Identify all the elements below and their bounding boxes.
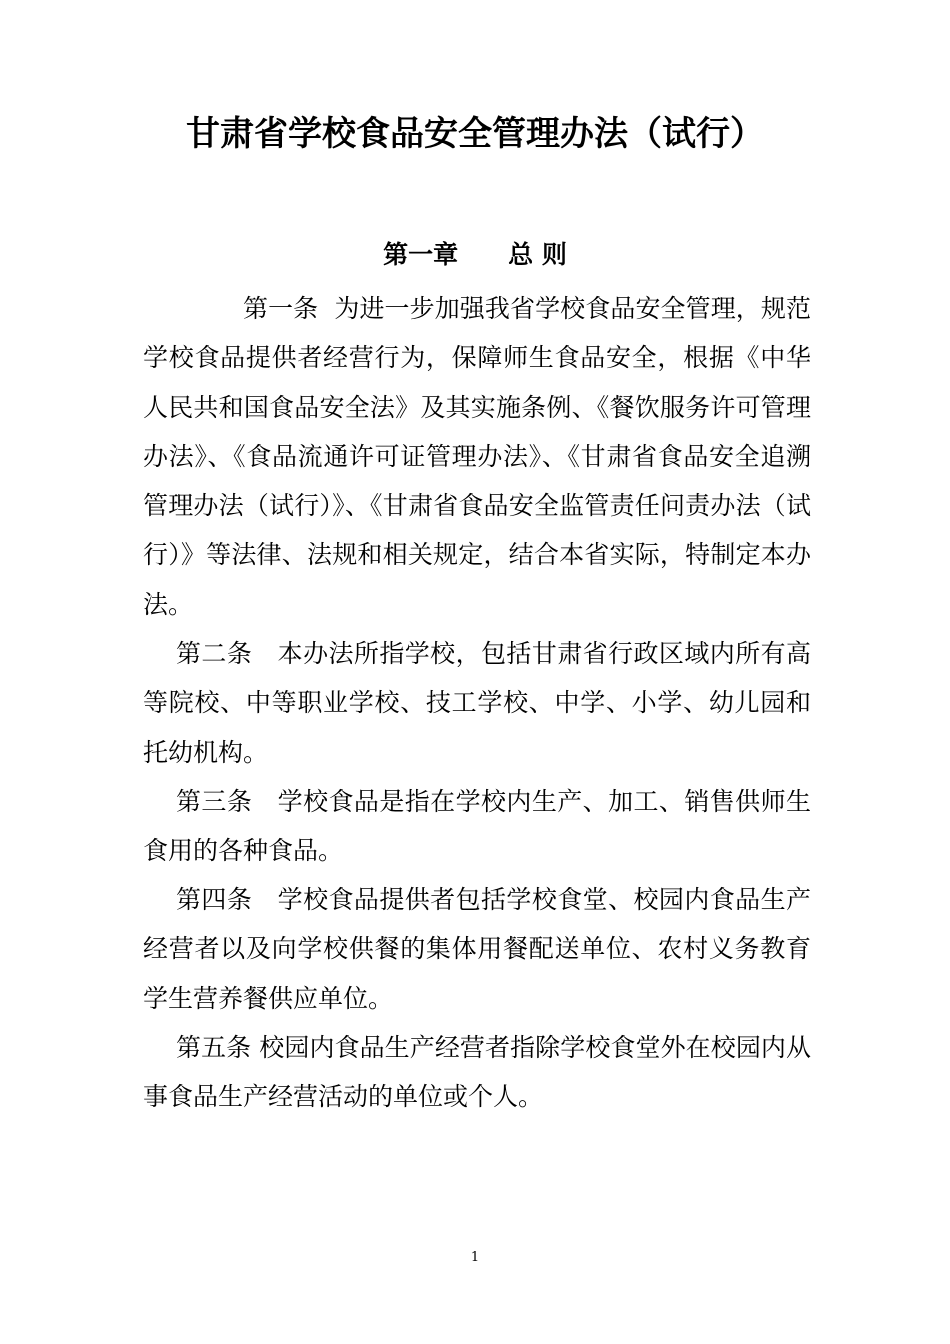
article-1: 第一条 为进一步加强我省学校食品安全管理，规范学校食品提供者经营行为，保障师生食品安全，根据《中华人民共和国食品安全法》及其实施条例、《餐饮服务许可管理办法》、《食品流通许可证管理办法》、《甘肃省食品安全追溯管理办法（试行）》、《甘肃省食品安全监管责任问责办法（试行）》等法律、法规和相关规定，结合本省实际，特制定本办法。 [143, 294, 811, 619]
article-4: 第四条 学校食品提供者包括学校食堂、校园内食品生产经营者以及向学校供餐的集体用餐配送单位、农村义务教育学生营养餐供应单位。 [143, 885, 811, 1013]
article-5: 第五条 校园内食品生产经营者指除学校食堂外在校园内从事食品生产经营活动的单位或个人。 [143, 1033, 811, 1112]
article-2: 第二条 本办法所指学校，包括甘肃省行政区域内所有高等院校、中等职业学校、技工学校、中学、小学、幼儿园和托幼机构。 [143, 639, 811, 767]
chapter-heading: 第一章 总 则 [383, 240, 567, 269]
document-title: 甘肃省学校食品安全管理办法（试行） [186, 114, 764, 154]
article-3: 第三条 学校食品是指在学校内生产、加工、销售供师生食用的各种食品。 [143, 787, 811, 866]
page-number: 1 [470, 1250, 480, 1265]
